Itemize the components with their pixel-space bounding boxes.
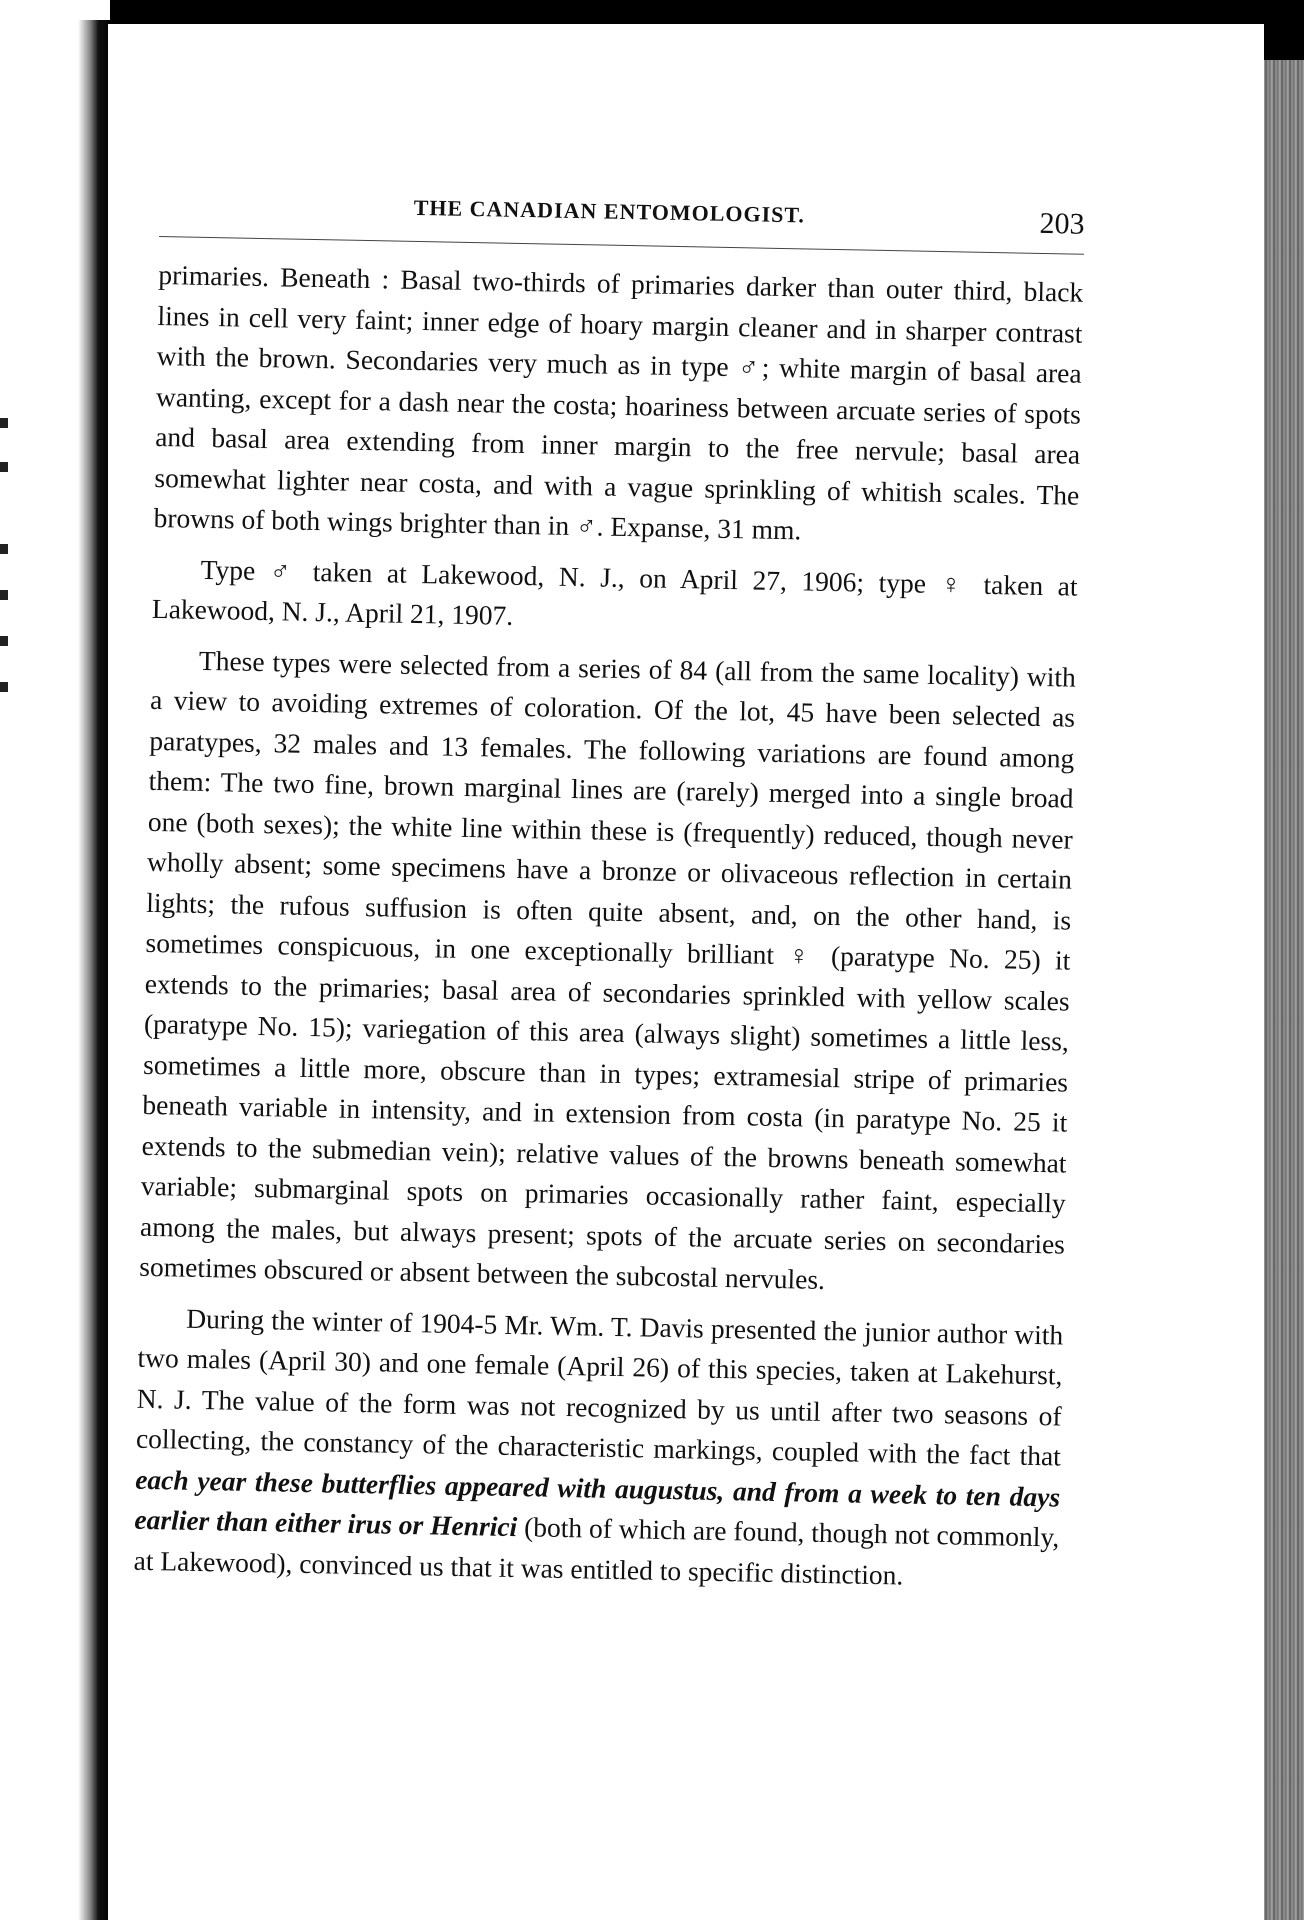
facing-page-mark [0, 636, 8, 646]
facing-page-mark [0, 590, 8, 600]
facing-page-mark [0, 418, 8, 428]
paragraph-types: Type ♂ taken at Lakewood, N. J., on April 27, 1906; type ♀ taken at Lakewood, N. J., April 21, 1907. [151, 553, 1078, 631]
history-emphasis: each year these butterflies appeared with augustus, and from a week to ten days earlier than either irus or Henrici [134, 1463, 1061, 1543]
paragraph-description: primaries. Beneath : Basal two-thirds of primaries darker than outer third, black lines in cell very faint; inner edge of hoary margin cleaner and in sharper contrast with the brown. Secondaries very much as in type ♂; white margin of basal area wanting, except for a dash near the costa; hoariness between arcuate series of spots and basal area extending from inner margin to the free nervule; basal area somewhat lighter near costa, and with a vague sprinkling of whitish scales. The browns of both wings brighter than in ♂. Expanse, 31 mm. [153, 258, 1084, 546]
page-content [133, 190, 1085, 1608]
facing-page-mark [0, 462, 8, 472]
book-gutter [78, 20, 112, 1920]
journal-title: THE CANADIAN ENTOMOLOGIST. [413, 194, 806, 228]
facing-page-mark [0, 682, 8, 692]
paragraph-variations: These types were selected from a series of 84 (all from the same locality) with a view to avoiding extremes of coloration. Of the lot, 45 have been selected as paratypes, 32 males and 13 females. The following variations are found among them: The two fine, brown marginal lines are (rarely) merged into a single broad one (both sexes); the white line within these is (frequently) reduced, though never wholly absent; some specimens have a bronze or olivaceous reflection in certain lights; the rufous suffusion is often quite absent, and, on the other hand, is sometimes conspicuous, in one exceptionally brilliant ♀ (paratype No. 25) it extends to the primaries; basal area of secondaries sprinkled with yellow scales (paratype No. 15); variegation of this area (always slight) sometimes a little less, sometimes a little more, obscure than in types; extramesial stripe of primaries beneath variable in intensity, and in extension from costa (in paratype No. 25 it extends to the submedian vein); relative values of the browns beneath somewhat variable; submarginal spots on primaries occasionally rather faint, especially among the males, but always present; spots of the arcuate series on secondaries sometimes obscured or absent between the subcostal nervules. [139, 644, 1077, 1295]
facing-page-mark [0, 544, 8, 554]
page-number: 203 [1039, 206, 1085, 241]
history-text-after: (both of which are found, though not commonly, at Lakewood), convinced us that it was entitled to specific distinction. [133, 1511, 1060, 1591]
history-text-before: During the winter of 1904-5 Mr. Wm. T. Davis presented the junior author with two males (April 30) and one female (April 26) of this species, taken at Lakehurst, N. J. The value of the form was not recognized by us until after two seasons of collecting, the constancy of the characteristic markings, coupled with the fact that [135, 1302, 1064, 1472]
paragraph-history [133, 1297, 1063, 1598]
